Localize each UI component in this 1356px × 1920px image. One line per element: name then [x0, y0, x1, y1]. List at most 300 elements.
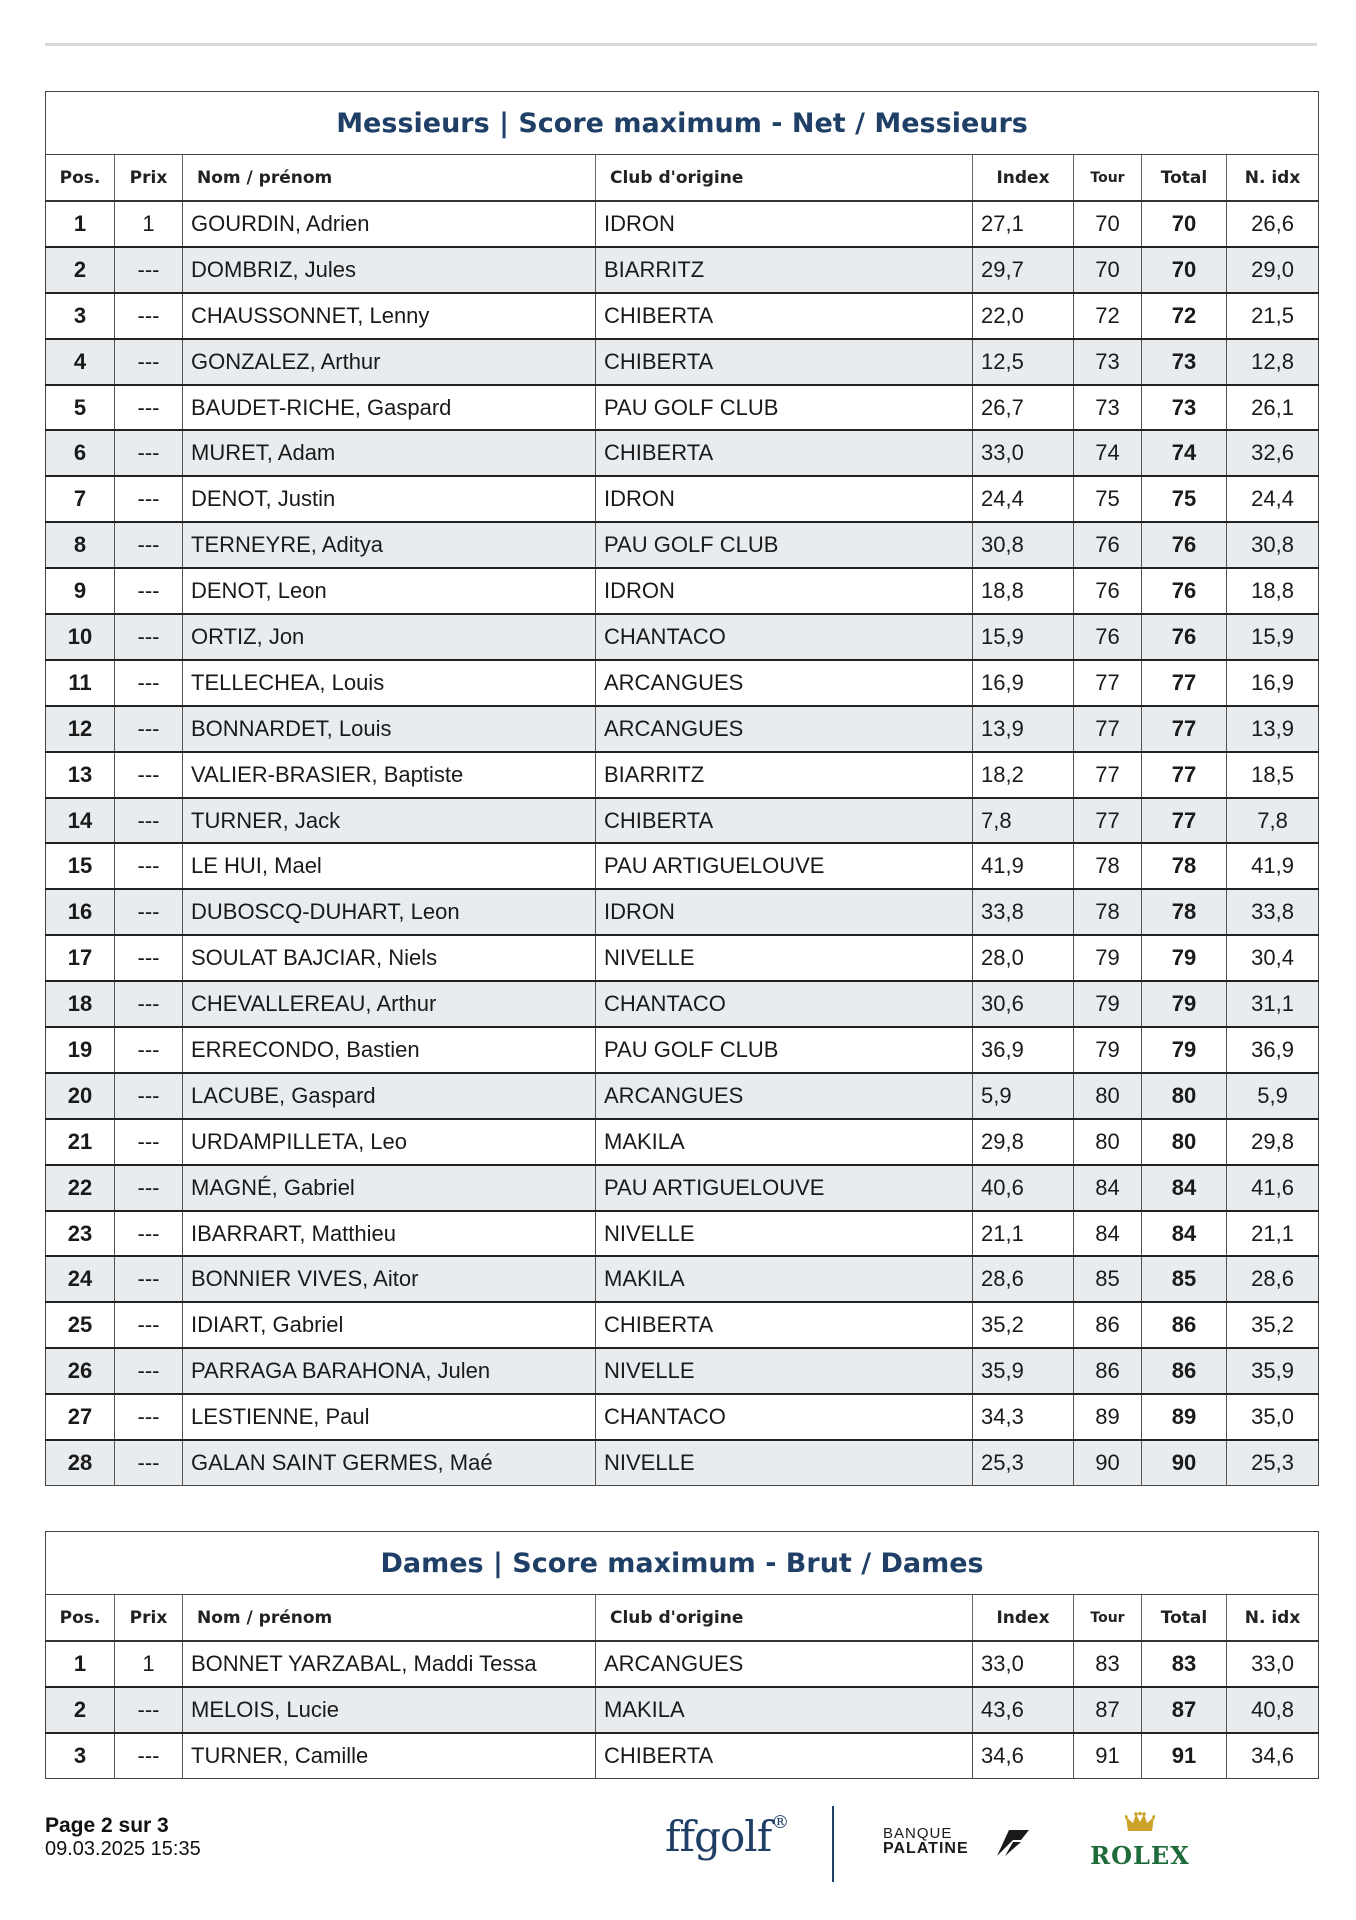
cell-tour: 76 [1074, 568, 1142, 614]
table-row [46, 1119, 1319, 1165]
cell-tour: 77 [1074, 798, 1142, 844]
cell-pos: 19 [46, 1027, 115, 1073]
cell-prix: --- [115, 1302, 183, 1348]
cell-tour: 85 [1074, 1256, 1142, 1302]
cell-tour: 70 [1074, 201, 1142, 247]
table-row [46, 752, 1319, 798]
cell-tour: 77 [1074, 752, 1142, 798]
table-body-women [46, 1641, 1319, 1778]
cell-pos: 3 [46, 293, 115, 339]
cell-index: 24,4 [973, 476, 1074, 522]
cell-name: DUBOSCQ-DUHART, Leon [183, 889, 596, 935]
cell-nidx: 35,0 [1227, 1394, 1319, 1440]
cell-club: BIARRITZ [596, 247, 973, 293]
cell-total: 70 [1142, 247, 1227, 293]
table-row [46, 843, 1319, 889]
palatine-line1: BANQUE [883, 1825, 953, 1842]
cell-club: CHIBERTA [596, 293, 973, 339]
cell-prix: --- [115, 1256, 183, 1302]
cell-prix: --- [115, 293, 183, 339]
cell-prix: --- [115, 889, 183, 935]
cell-nidx: 26,1 [1227, 385, 1319, 431]
cell-name: TURNER, Jack [183, 798, 596, 844]
cell-total: 85 [1142, 1256, 1227, 1302]
cell-name: LE HUI, Mael [183, 843, 596, 889]
cell-pos: 2 [46, 247, 115, 293]
cell-name: CHAUSSONNET, Lenny [183, 293, 596, 339]
crown-icon [1125, 1812, 1155, 1834]
cell-name: MELOIS, Lucie [183, 1687, 596, 1733]
cell-pos: 1 [46, 1641, 115, 1687]
results-table-men [45, 91, 1319, 1486]
table-row [46, 706, 1319, 752]
cell-total: 77 [1142, 660, 1227, 706]
cell-nidx: 18,8 [1227, 568, 1319, 614]
cell-pos: 13 [46, 752, 115, 798]
cell-prix: --- [115, 1027, 183, 1073]
cell-total: 80 [1142, 1119, 1227, 1165]
cell-tour: 78 [1074, 889, 1142, 935]
cell-pos: 20 [46, 1073, 115, 1119]
table-row [46, 385, 1319, 431]
col-header-name: Nom / prénom [183, 155, 596, 202]
cell-index: 35,2 [973, 1302, 1074, 1348]
cell-nidx: 16,9 [1227, 660, 1319, 706]
cell-nidx: 32,6 [1227, 430, 1319, 476]
cell-pos: 4 [46, 339, 115, 385]
cell-nidx: 41,6 [1227, 1165, 1319, 1211]
cell-pos: 27 [46, 1394, 115, 1440]
cell-nidx: 13,9 [1227, 706, 1319, 752]
table-row [46, 201, 1319, 247]
cell-prix: --- [115, 1687, 183, 1733]
cell-pos: 24 [46, 1256, 115, 1302]
cell-tour: 80 [1074, 1119, 1142, 1165]
header-row [46, 155, 1319, 202]
cell-name: ORTIZ, Jon [183, 614, 596, 660]
cell-pos: 17 [46, 935, 115, 981]
cell-name: BONNIER VIVES, Aitor [183, 1256, 596, 1302]
table-row [46, 430, 1319, 476]
table-row [46, 1440, 1319, 1485]
cell-name: VALIER-BRASIER, Baptiste [183, 752, 596, 798]
cell-total: 79 [1142, 1027, 1227, 1073]
cell-name: LACUBE, Gaspard [183, 1073, 596, 1119]
cell-name: BONNARDET, Louis [183, 706, 596, 752]
cell-tour: 76 [1074, 614, 1142, 660]
logo-divider [832, 1806, 834, 1882]
cell-total: 76 [1142, 614, 1227, 660]
cell-index: 33,8 [973, 889, 1074, 935]
col-header-club: Club d'origine [596, 1595, 973, 1642]
cell-pos: 7 [46, 476, 115, 522]
cell-index: 30,8 [973, 522, 1074, 568]
table-row [46, 1348, 1319, 1394]
table-row [46, 1073, 1319, 1119]
cell-index: 12,5 [973, 339, 1074, 385]
cell-name: GALAN SAINT GERMES, Maé [183, 1440, 596, 1485]
section-title: Messieurs | Score maximum - Net / Messieurs [46, 92, 1319, 155]
col-header-club: Club d'origine [596, 155, 973, 202]
cell-index: 16,9 [973, 660, 1074, 706]
cell-prix: --- [115, 1165, 183, 1211]
cell-club: CHANTACO [596, 1394, 973, 1440]
table-row [46, 522, 1319, 568]
cell-pos: 22 [46, 1165, 115, 1211]
cell-total: 79 [1142, 981, 1227, 1027]
cell-total: 76 [1142, 568, 1227, 614]
cell-club: NIVELLE [596, 1440, 973, 1485]
cell-index: 43,6 [973, 1687, 1074, 1733]
cell-prix: --- [115, 660, 183, 706]
col-header-pos: Pos. [46, 155, 115, 202]
cell-index: 15,9 [973, 614, 1074, 660]
cell-nidx: 41,9 [1227, 843, 1319, 889]
cell-club: ARCANGUES [596, 1641, 973, 1687]
palatine-mark-icon [991, 1826, 1031, 1858]
cell-club: MAKILA [596, 1256, 973, 1302]
cell-club: PAU ARTIGUELOUVE [596, 1165, 973, 1211]
cell-nidx: 31,1 [1227, 981, 1319, 1027]
ffgolf-logo: ffgolf® [665, 1812, 789, 1861]
cell-club: PAU GOLF CLUB [596, 385, 973, 431]
cell-name: TELLECHEA, Louis [183, 660, 596, 706]
cell-tour: 87 [1074, 1687, 1142, 1733]
table-row [46, 614, 1319, 660]
col-header-tour: Tour [1074, 155, 1142, 202]
cell-index: 36,9 [973, 1027, 1074, 1073]
cell-prix: --- [115, 614, 183, 660]
cell-tour: 70 [1074, 247, 1142, 293]
col-header-prix: Prix [115, 1595, 183, 1642]
cell-total: 79 [1142, 935, 1227, 981]
col-header-total: Total [1142, 155, 1227, 202]
cell-pos: 15 [46, 843, 115, 889]
cell-name: URDAMPILLETA, Leo [183, 1119, 596, 1165]
cell-index: 29,8 [973, 1119, 1074, 1165]
cell-index: 22,0 [973, 293, 1074, 339]
cell-prix: --- [115, 568, 183, 614]
cell-total: 77 [1142, 798, 1227, 844]
cell-nidx: 24,4 [1227, 476, 1319, 522]
cell-total: 70 [1142, 201, 1227, 247]
cell-club: CHIBERTA [596, 339, 973, 385]
cell-nidx: 35,2 [1227, 1302, 1319, 1348]
col-header-nidx: N. idx [1227, 155, 1319, 202]
cell-name: LESTIENNE, Paul [183, 1394, 596, 1440]
cell-tour: 77 [1074, 660, 1142, 706]
cell-total: 77 [1142, 706, 1227, 752]
col-header-index: Index [973, 155, 1074, 202]
cell-index: 5,9 [973, 1073, 1074, 1119]
cell-index: 27,1 [973, 201, 1074, 247]
cell-index: 33,0 [973, 430, 1074, 476]
cell-prix: --- [115, 1073, 183, 1119]
table-row [46, 1687, 1319, 1733]
cell-name: DENOT, Leon [183, 568, 596, 614]
table-row [46, 889, 1319, 935]
cell-nidx: 34,6 [1227, 1733, 1319, 1778]
cell-pos: 6 [46, 430, 115, 476]
cell-tour: 79 [1074, 1027, 1142, 1073]
cell-prix: --- [115, 430, 183, 476]
cell-prix: --- [115, 1211, 183, 1257]
cell-club: MAKILA [596, 1119, 973, 1165]
col-header-prix: Prix [115, 155, 183, 202]
cell-index: 29,7 [973, 247, 1074, 293]
cell-club: IDRON [596, 568, 973, 614]
cell-nidx: 29,8 [1227, 1119, 1319, 1165]
cell-club: MAKILA [596, 1687, 973, 1733]
table-row [46, 1211, 1319, 1257]
cell-pos: 1 [46, 201, 115, 247]
cell-pos: 10 [46, 614, 115, 660]
cell-club: IDRON [596, 889, 973, 935]
cell-prix: --- [115, 752, 183, 798]
col-header-nidx: N. idx [1227, 1595, 1319, 1642]
cell-pos: 14 [46, 798, 115, 844]
table-row [46, 568, 1319, 614]
cell-index: 35,9 [973, 1348, 1074, 1394]
cell-prix: --- [115, 522, 183, 568]
cell-club: CHIBERTA [596, 1733, 973, 1778]
cell-prix: --- [115, 1119, 183, 1165]
cell-index: 25,3 [973, 1440, 1074, 1485]
cell-club: CHANTACO [596, 981, 973, 1027]
col-header-pos: Pos. [46, 1595, 115, 1642]
cell-nidx: 29,0 [1227, 247, 1319, 293]
table-row [46, 247, 1319, 293]
cell-prix: --- [115, 1394, 183, 1440]
cell-pos: 12 [46, 706, 115, 752]
table-row [46, 339, 1319, 385]
section-title: Dames | Score maximum - Brut / Dames [46, 1532, 1319, 1595]
cell-nidx: 30,8 [1227, 522, 1319, 568]
cell-nidx: 33,8 [1227, 889, 1319, 935]
cell-tour: 76 [1074, 522, 1142, 568]
cell-prix: --- [115, 385, 183, 431]
page-number: Page 2 sur 3 [45, 1814, 169, 1837]
cell-name: TURNER, Camille [183, 1733, 596, 1778]
col-header-name: Nom / prénom [183, 1595, 596, 1642]
cell-club: PAU GOLF CLUB [596, 522, 973, 568]
cell-total: 73 [1142, 385, 1227, 431]
cell-nidx: 5,9 [1227, 1073, 1319, 1119]
cell-index: 21,1 [973, 1211, 1074, 1257]
table-body-men [46, 201, 1319, 1485]
cell-pos: 3 [73, 1742, 87, 1768]
cell-index: 41,9 [973, 843, 1074, 889]
cell-total: 84 [1142, 1211, 1227, 1257]
cell-club: BIARRITZ [596, 752, 973, 798]
col-header-tour: Tour [1074, 1595, 1142, 1642]
cell-index: 7,8 [973, 798, 1074, 844]
cell-tour: 86 [1074, 1302, 1142, 1348]
cell-index: 33,0 [973, 1641, 1074, 1687]
cell-nidx: 18,5 [1227, 752, 1319, 798]
cell-club: PAU ARTIGUELOUVE [596, 843, 973, 889]
ffgolf-logo-text: ffgolf [665, 1812, 772, 1861]
cell-pos: 9 [46, 568, 115, 614]
cell-prix: --- [115, 1733, 183, 1778]
cell-nidx: 35,9 [1227, 1348, 1319, 1394]
table-row [46, 293, 1319, 339]
cell-club: PAU GOLF CLUB [596, 1027, 973, 1073]
cell-total: 87 [1142, 1687, 1227, 1733]
cell-prix: --- [115, 981, 183, 1027]
table-row [46, 1641, 1319, 1687]
cell-nidx: 15,9 [1227, 614, 1319, 660]
cell-total: 78 [1142, 843, 1227, 889]
cell-tour: 73 [1074, 339, 1142, 385]
cell-total: 74 [1142, 430, 1227, 476]
cell-name: MAGNÉ, Gabriel [183, 1165, 596, 1211]
cell-nidx: 25,3 [1227, 1440, 1319, 1485]
cell-tour: 80 [1074, 1073, 1142, 1119]
cell-name: TERNEYRE, Aditya [183, 522, 596, 568]
cell-name: DOMBRIZ, Jules [183, 247, 596, 293]
cell-nidx: 12,8 [1227, 339, 1319, 385]
col-header-index: Index [973, 1595, 1074, 1642]
cell-name: ERRECONDO, Bastien [183, 1027, 596, 1073]
cell-index: 40,6 [973, 1165, 1074, 1211]
cell-total: 75 [1142, 476, 1227, 522]
cell-club: ARCANGUES [596, 706, 973, 752]
cell-tour: 84 [1074, 1165, 1142, 1211]
table-row [46, 1302, 1319, 1348]
cell-prix: --- [115, 1440, 183, 1485]
cell-total: 90 [1142, 1440, 1227, 1485]
cell-total: 76 [1142, 522, 1227, 568]
cell-total: 89 [1142, 1394, 1227, 1440]
cell-name: SOULAT BAJCIAR, Niels [183, 935, 596, 981]
cell-prix: 1 [115, 1641, 183, 1687]
cell-tour: 72 [1074, 293, 1142, 339]
cell-name: MURET, Adam [183, 430, 596, 476]
cell-tour: 89 [1074, 1394, 1142, 1440]
rolex-wordmark: ROLEX [1090, 1841, 1190, 1870]
cell-pos: 25 [46, 1302, 115, 1348]
cell-nidx: 21,5 [1227, 293, 1319, 339]
cell-pos: 16 [46, 889, 115, 935]
cell-index: 26,7 [973, 385, 1074, 431]
cell-nidx: 21,1 [1227, 1211, 1319, 1257]
cell-name: PARRAGA BARAHONA, Julen [183, 1348, 596, 1394]
cell-prix: --- [115, 935, 183, 981]
cell-tour: 79 [1074, 981, 1142, 1027]
cell-nidx: 36,9 [1227, 1027, 1319, 1073]
cell-name: IBARRART, Matthieu [183, 1211, 596, 1257]
cell-club: CHIBERTA [596, 430, 973, 476]
cell-name: GOURDIN, Adrien [183, 201, 596, 247]
cell-pos: 2 [46, 1687, 115, 1733]
table-row [46, 981, 1319, 1027]
cell-nidx: 28,6 [1227, 1256, 1319, 1302]
cell-index: 28,0 [973, 935, 1074, 981]
cell-tour: 77 [1074, 706, 1142, 752]
table-row [46, 476, 1319, 522]
cell-index: 18,8 [973, 568, 1074, 614]
results-table-women [45, 1531, 1319, 1779]
cell-prix: --- [115, 247, 183, 293]
cell-tour: 74 [1074, 430, 1142, 476]
table-row [46, 798, 1319, 844]
cell-total: 83 [1142, 1641, 1227, 1687]
rolex-logo [1090, 1812, 1190, 1870]
cell-tour: 78 [1074, 843, 1142, 889]
cell-name: CHEVALLEREAU, Arthur [183, 981, 596, 1027]
cell-pos: 8 [46, 522, 115, 568]
cell-club: ARCANGUES [596, 660, 973, 706]
cell-index: 34,6 [973, 1733, 1074, 1778]
cell-tour: 90 [1074, 1440, 1142, 1485]
cell-pos: 26 [46, 1348, 115, 1394]
cell-club: NIVELLE [596, 935, 973, 981]
table-row [46, 1256, 1319, 1302]
cell-total: 78 [1142, 889, 1227, 935]
cell-prix: --- [115, 706, 183, 752]
header-row [46, 1595, 1319, 1642]
top-rule [45, 43, 1317, 46]
cell-tour: 91 [1074, 1733, 1142, 1778]
cell-total: 77 [1142, 752, 1227, 798]
cell-club: NIVELLE [596, 1211, 973, 1257]
cell-pos: 18 [46, 981, 115, 1027]
cell-club: IDRON [596, 201, 973, 247]
cell-pos: 28 [46, 1440, 115, 1485]
table-row [46, 660, 1319, 706]
cell-pos: 11 [46, 660, 115, 706]
cell-pos: 21 [46, 1119, 115, 1165]
col-header-total: Total [1142, 1595, 1227, 1642]
cell-club: NIVELLE [596, 1348, 973, 1394]
cell-index: 18,2 [973, 752, 1074, 798]
print-datetime: 09.03.2025 15:35 [45, 1838, 201, 1860]
cell-total: 86 [1142, 1302, 1227, 1348]
cell-club: CHIBERTA [596, 1302, 973, 1348]
cell-prix: --- [115, 798, 183, 844]
table-row [46, 1027, 1319, 1073]
cell-tour: 83 [1074, 1641, 1142, 1687]
cell-prix: --- [115, 476, 183, 522]
cell-prix: --- [115, 339, 183, 385]
cell-tour: 79 [1074, 935, 1142, 981]
cell-nidx: 33,0 [1227, 1641, 1319, 1687]
cell-prix: --- [115, 843, 183, 889]
cell-total: 80 [1142, 1073, 1227, 1119]
cell-total: 73 [1142, 339, 1227, 385]
cell-nidx: 40,8 [1227, 1687, 1319, 1733]
cell-tour: 84 [1074, 1211, 1142, 1257]
cell-nidx: 7,8 [1227, 798, 1319, 844]
cell-club: IDRON [596, 476, 973, 522]
cell-tour: 86 [1074, 1348, 1142, 1394]
cell-club: CHANTACO [596, 614, 973, 660]
cell-total: 86 [1142, 1348, 1227, 1394]
cell-nidx: 26,6 [1227, 201, 1319, 247]
cell-total: 84 [1142, 1165, 1227, 1211]
cell-name: GONZALEZ, Arthur [183, 339, 596, 385]
cell-total: 72 [1142, 293, 1227, 339]
table-row [46, 1733, 1319, 1778]
cell-index: 30,6 [973, 981, 1074, 1027]
cell-prix: 1 [115, 201, 183, 247]
cell-name: BONNET YARZABAL, Maddi Tessa [183, 1641, 596, 1687]
cell-index: 13,9 [973, 706, 1074, 752]
cell-pos: 5 [46, 385, 115, 431]
banque-palatine-logo [883, 1826, 969, 1857]
cell-name: IDIART, Gabriel [183, 1302, 596, 1348]
